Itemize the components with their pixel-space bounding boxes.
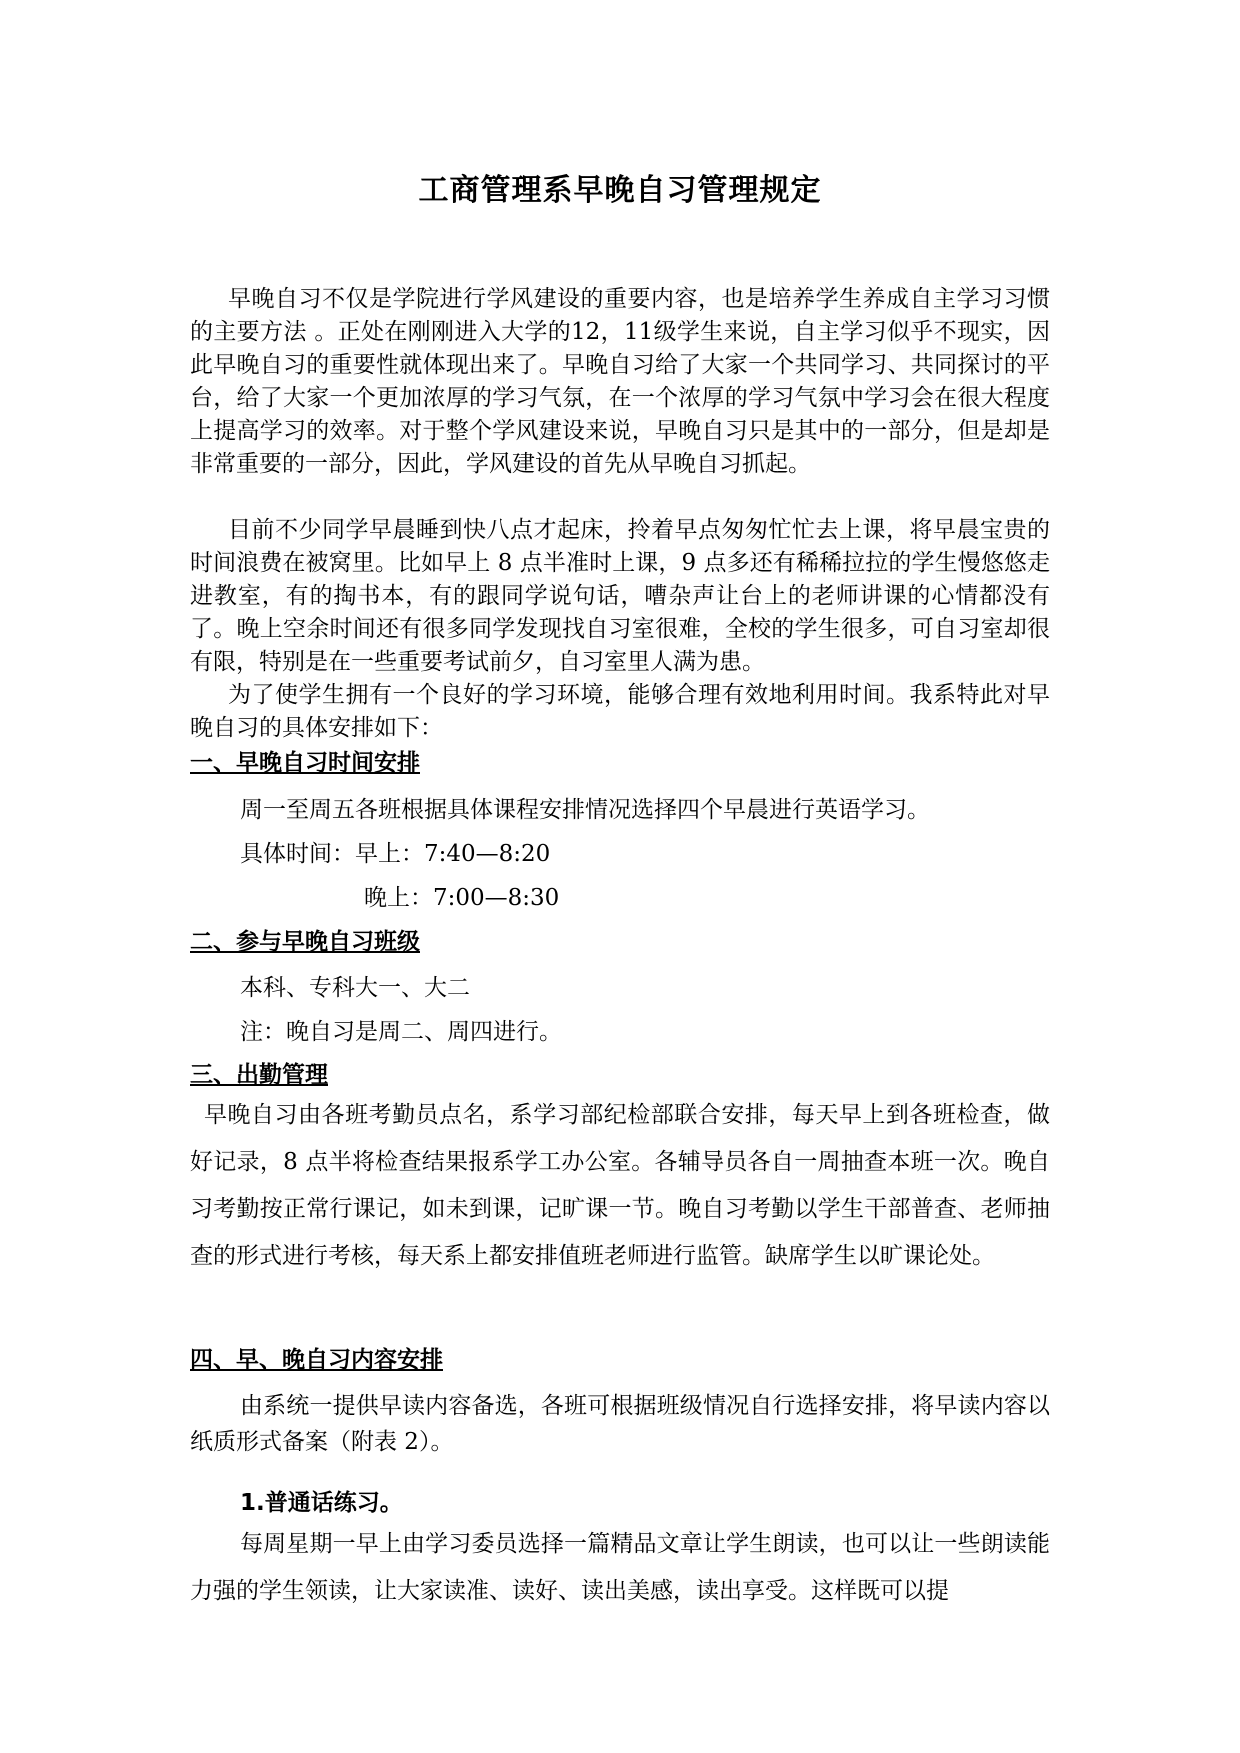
- intro-paragraph-1: 早晚自习不仅是学院进行学风建设的重要内容，也是培养学生养成自主学习习惯的主要方法 。正处在刚刚进入大学的12，11级学生来说，自主学习似乎不现实，因此早晚自习的重要性就体现出来了。早晚自习给了大家一个共同学习、共同探讨的平台，给了大家一个更加浓厚的学习气氛，在一个浓厚的学习气氛中学习会在很大程度上提高学习的效率。对于整个学风建设来说，早晚自习只是其中的一部分，但是却是非常重要的一部分，因此，学风建设的首先从早晚自习抓起。: [190, 286, 1050, 477]
- section-heading-4: 四、早、晚自习内容安排: [190, 1347, 443, 1373]
- section4-sub1-body: 每周星期一早上由学习委员选择一篇精品文章让学生朗读，也可以让一些朗读能力强的学生领读，让大家读准、读好、读出美感，读出享受。这样既可以提: [190, 1531, 1050, 1604]
- section-heading-3: 三、出勤管理: [190, 1062, 328, 1088]
- section2-line-2: 注：晚自习是周二、周四进行。: [240, 1019, 562, 1045]
- intro-paragraph-2: 目前不少同学早晨睡到快八点才起床，拎着早点匆匆忙忙去上课，将早晨宝贵的时间浪费在被窝里。比如早上 8 点半准时上课，9 点多还有稀稀拉拉的学生慢悠悠走进教室，有的掏书本，有的跟同学说句话，嘈杂声让台上的老师讲课的心情都没有了。晚上空余时间还有很多同学发现找自习室很难，全校的学生很多，可自习室却很有限，特别是在一些重要考试前夕，自习室里人满为患。: [190, 517, 1050, 675]
- section1-line-1: 周一至周五各班根据具体课程安排情况选择四个早晨进行英语学习。: [240, 797, 930, 823]
- section-heading-1: 一、早晚自习时间安排: [190, 750, 420, 776]
- section-heading-2: 二、参与早晚自习班级: [190, 929, 420, 955]
- section4-subheading-1: 1.普通话练习。: [240, 1490, 403, 1516]
- document-title: 工商管理系早晚自习管理规定: [418, 173, 822, 208]
- section4-body: 由系统一提供早读内容备选，各班可根据班级情况自行选择安排，将早读内容以纸质形式备案（附表 2）。: [190, 1393, 1050, 1455]
- section3-body: 早晚自习由各班考勤员点名，系学习部纪检部联合安排，每天早上到各班检查，做好记录，8 点半将检查结果报系学工办公室。各辅导员各自一周抽查本班一次。晚自习考勤按正常行课记，如未到课，记旷课一节。晚自习考勤以学生干部普查、老师抽查的形式进行考核，每天系上都安排值班老师进行监管。缺席学生以旷课论处。: [190, 1102, 1050, 1269]
- section2-line-1: 本科、专科大一、大二: [240, 975, 470, 1001]
- section1-line-2: 具体时间：早上：7:40—8:20: [240, 841, 551, 867]
- intro-paragraph-3: 为了使学生拥有一个良好的学习环境，能够合理有效地利用时间。我系特此对早晚自习的具体安排如下：: [190, 682, 1050, 741]
- section1-line-3: 晚上：7:00—8:30: [364, 885, 560, 911]
